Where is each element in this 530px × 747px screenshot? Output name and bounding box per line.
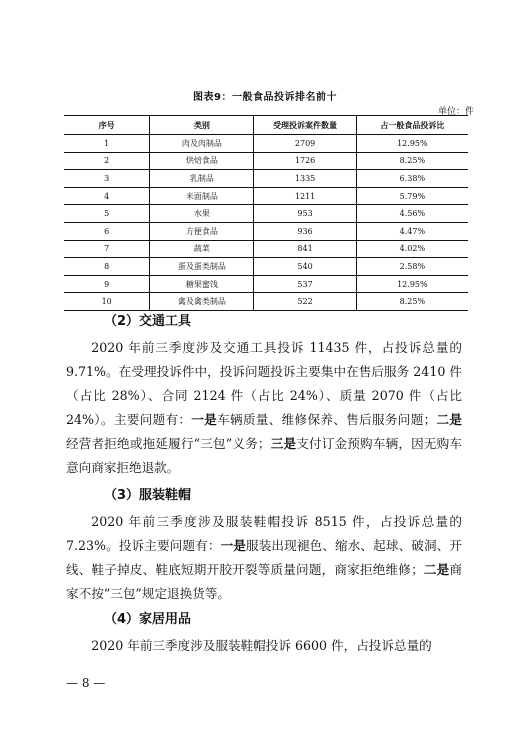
cell-share: 12.95% bbox=[356, 135, 468, 153]
table-row bbox=[64, 240, 468, 258]
point-two-label: 二是 bbox=[436, 412, 463, 427]
cell-category: 禽及禽类制品 bbox=[150, 293, 254, 311]
cell-category: 乳制品 bbox=[150, 170, 254, 188]
cell-count: 841 bbox=[254, 240, 356, 258]
point-two-text: 商家不按“三包”规定退换货等。 bbox=[66, 562, 463, 601]
cell-category: 蛋及蛋类制品 bbox=[150, 258, 254, 276]
cell-category: 烘焙食品 bbox=[150, 152, 254, 170]
point-three-text: 支付订金预购车辆，因无购车意向商家拒绝退款。 bbox=[66, 436, 463, 475]
header-category: 类别 bbox=[150, 116, 254, 135]
section-paragraph-vehicles bbox=[66, 336, 462, 480]
paragraph-text: 2020 年前三季度涉及服装鞋帽投诉 8515 件，占投诉总量的 7.23%。投诉主要问题有： bbox=[66, 514, 462, 553]
table-row bbox=[64, 205, 468, 223]
table-row bbox=[64, 187, 468, 205]
point-one-text: 车辆质量、维修保养、售后服务问题； bbox=[217, 412, 437, 427]
cell-index: 5 bbox=[64, 205, 150, 223]
cell-category: 蔬菜 bbox=[150, 240, 254, 258]
cell-index: 1 bbox=[64, 135, 150, 153]
cell-share: 4.56% bbox=[356, 205, 468, 223]
page-number: — 8 — bbox=[66, 676, 106, 690]
cell-index: 9 bbox=[64, 275, 150, 293]
table-row bbox=[64, 293, 468, 311]
paragraph-text: 2020 年前三季度涉及交通工具投诉 11435 件，占投诉总量的 9.71%。在受理投诉件中，投诉问题投诉主要集中在售后服务 2410 件（占比 28%）、合同 2124 件（占比 24%）、质量 2070 件（占比 24%）。主要问题有： bbox=[66, 340, 462, 427]
header-count: 受理投诉案件数量 bbox=[254, 116, 356, 135]
point-one-label: 一是 bbox=[220, 538, 246, 553]
table-row bbox=[64, 170, 468, 188]
section-paragraph-household: 2020 年前三季度涉及服装鞋帽投诉 6600 件，占投诉总量的 bbox=[91, 638, 432, 653]
cell-category: 方便食品 bbox=[150, 222, 254, 240]
cell-count: 1726 bbox=[254, 152, 356, 170]
cell-share: 8.25% bbox=[356, 152, 468, 170]
table-title: 图表9：一般食品投诉排名前十 bbox=[193, 92, 337, 103]
section-heading-household: （4）家居用品 bbox=[104, 612, 192, 627]
table-row bbox=[64, 135, 468, 153]
header-share: 占一般食品投诉比 bbox=[356, 116, 468, 135]
cell-count: 1211 bbox=[254, 187, 356, 205]
point-three-label: 三是 bbox=[270, 436, 297, 451]
cell-share: 4.02% bbox=[356, 240, 468, 258]
cell-index: 4 bbox=[64, 187, 150, 205]
cell-share: 12.95% bbox=[356, 275, 468, 293]
table-header-row bbox=[64, 116, 468, 135]
cell-share: 2.58% bbox=[356, 258, 468, 276]
cell-index: 8 bbox=[64, 258, 150, 276]
header-index: 序号 bbox=[64, 116, 150, 135]
complaint-ranking-table bbox=[64, 115, 468, 311]
section-heading-vehicles: （2）交通工具 bbox=[104, 314, 192, 329]
cell-index: 3 bbox=[64, 170, 150, 188]
table-row bbox=[64, 222, 468, 240]
cell-category: 水果 bbox=[150, 205, 254, 223]
cell-share: 8.25% bbox=[356, 293, 468, 311]
cell-count: 537 bbox=[254, 275, 356, 293]
section-paragraph-apparel bbox=[66, 510, 462, 606]
cell-index: 7 bbox=[64, 240, 150, 258]
cell-count: 1335 bbox=[254, 170, 356, 188]
cell-category: 米面制品 bbox=[150, 187, 254, 205]
table-row bbox=[64, 152, 468, 170]
cell-index: 10 bbox=[101, 297, 112, 307]
cell-share: 5.79% bbox=[356, 187, 468, 205]
point-two-label: 二是 bbox=[423, 562, 450, 577]
cell-share: 6.38% bbox=[356, 170, 468, 188]
cell-category: 肉及肉制品 bbox=[150, 135, 254, 153]
point-one-text: 服装出现褪色、缩水、起球、破洞、开线、鞋子掉皮、鞋底短期开胶开裂等质量问题，商家拒绝维修； bbox=[66, 538, 463, 577]
table-row bbox=[64, 258, 468, 276]
table-row bbox=[64, 275, 468, 293]
section-heading-apparel: （3）服装鞋帽 bbox=[104, 488, 192, 503]
cell-count: 522 bbox=[254, 293, 356, 311]
cell-count: 2709 bbox=[254, 135, 356, 153]
cell-count: 936 bbox=[254, 222, 356, 240]
point-one-label: 一是 bbox=[191, 412, 218, 427]
cell-count: 953 bbox=[254, 205, 356, 223]
cell-index: 2 bbox=[64, 152, 150, 170]
point-two-text: 经营者拒绝或拖延履行“三包”义务； bbox=[66, 436, 271, 451]
cell-share: 4.47% bbox=[356, 222, 468, 240]
cell-count: 540 bbox=[254, 258, 356, 276]
cell-category: 糖果蜜饯 bbox=[150, 275, 254, 293]
table-unit: 单位：件 bbox=[437, 107, 474, 117]
cell-index: 6 bbox=[64, 222, 150, 240]
